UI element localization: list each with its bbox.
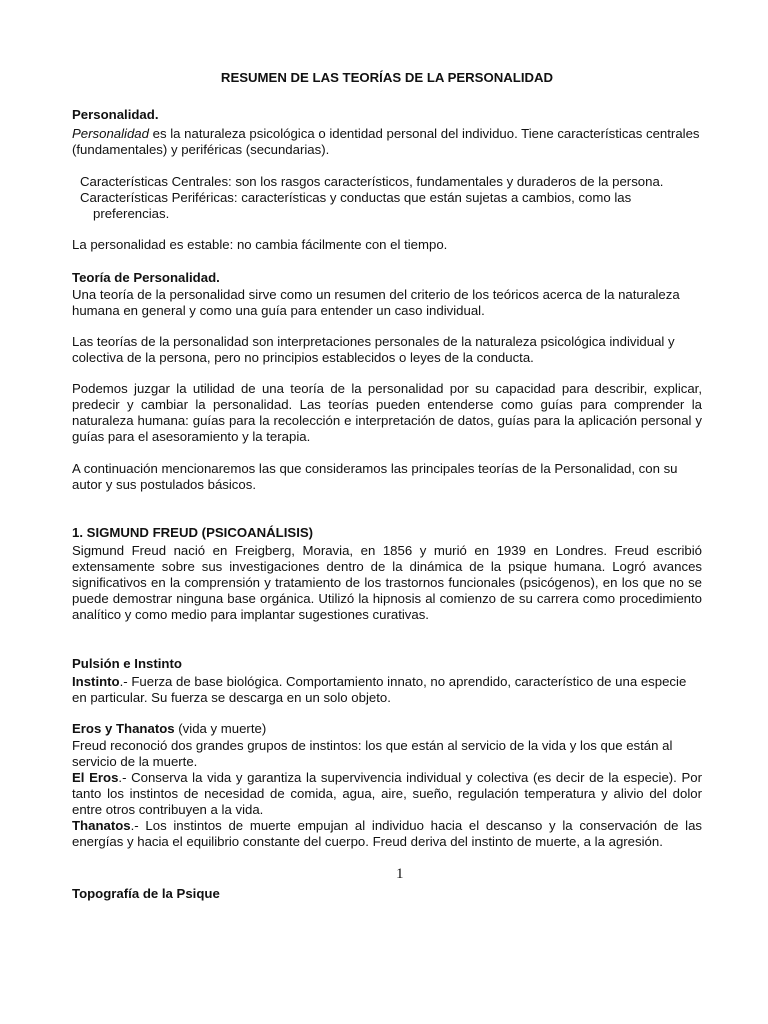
instinto-text: .- Fuerza de base biológica. Comportamiento innato, no aprendido, característico de una especie en particular. Su fuerza se descarga en un solo objeto. bbox=[72, 674, 687, 705]
term-personalidad: Personalidad bbox=[72, 126, 149, 141]
term-eros: El Eros bbox=[72, 770, 119, 785]
caracteristicas-perifericas-cont: preferencias. bbox=[93, 206, 170, 221]
paragraph-teoria-1: Una teoría de la personalidad sirve como un resumen del criterio de los teóricos acerca de la naturaleza humana en general y como una guía para entender un caso individual. bbox=[72, 287, 680, 318]
paragraph-instinto bbox=[72, 674, 702, 706]
page-number: 1 bbox=[396, 866, 404, 882]
term-instinto: Instinto bbox=[72, 674, 120, 689]
heading-eros-thanatos-suffix: (vida y muerte) bbox=[174, 721, 267, 736]
document-title: RESUMEN DE LAS TEORÍAS DE LA PERSONALIDAD bbox=[220, 70, 554, 85]
caracteristicas-perifericas: Características Periféricas: características y conductas que están sujetas a cambios, como las bbox=[80, 190, 632, 205]
paragraph-teoria-3: Podemos juzgar la utilidad de una teoría de la personalidad por su capacidad para describir, explicar, predecir y cambiar la personalidad. Las teorías pueden entenderse como guías para comprender la naturaleza humana: guías para la recolección e interpretación de datos, guías para la aplicación personal y guías para el asesoramiento y la terapia. bbox=[72, 381, 702, 444]
paragraph-personalidad-intro bbox=[72, 126, 702, 158]
paragraph-eros bbox=[72, 770, 702, 818]
paragraph-eros-intro: Freud reconoció dos grandes grupos de instintos: los que están al servicio de la vida y los que están al servicio de la muerte. bbox=[72, 738, 673, 769]
intro-text: es la naturaleza psicológica o identidad personal del individuo. Tiene características centrales (fundamentales) y periféricas (secundarias). bbox=[72, 126, 700, 157]
caracteristicas-centrales: Características Centrales: son los rasgos característicos, fundamentales y duraderos de la persona. bbox=[80, 174, 664, 189]
heading-freud: 1. SIGMUND FREUD (PSICOANÁLISIS) bbox=[72, 525, 314, 540]
term-thanatos: Thanatos bbox=[72, 818, 131, 833]
paragraph-freud: Sigmund Freud nació en Freigberg, Moravia, en 1856 y murió en 1939 en Londres. Freud escribió extensamente sobre sus investigaciones dentro de la dinámica de la psique humana. Logró avances significativos en la comprensión y tratamiento de los trastornos funcionales (psicógenos), en los que no se puede demostrar ninguna base orgánica. Utilizó la hipnosis al comienzo de su carrera como procedimiento analítico y como medio para implantar sugestiones curativas. bbox=[72, 543, 702, 622]
heading-personalidad: Personalidad. bbox=[72, 107, 159, 122]
heading-eros-thanatos-bold: Eros y Thanatos bbox=[72, 721, 175, 736]
heading-eros-thanatos bbox=[72, 721, 702, 737]
thanatos-text: .- Los instintos de muerte empujan al individuo hacia el descanso y la conservación de las energías y hacia el equilibrio constante del cuerpo. Freud deriva del instinto de muerte, a la agresión. bbox=[72, 818, 702, 849]
heading-teoria: Teoría de Personalidad. bbox=[72, 270, 220, 285]
personalidad-estable: La personalidad es estable: no cambia fácilmente con el tiempo. bbox=[72, 237, 448, 252]
paragraph-teoria-2: Las teorías de la personalidad son interpretaciones personales de la naturaleza psicológica individual y colectiva de la persona, pero no principios establecidos o leyes de la conducta. bbox=[72, 334, 675, 365]
paragraph-teoria-4: A continuación mencionaremos las que consideramos las principales teorías de la Personalidad, con su autor y sus postulados básicos. bbox=[72, 461, 678, 492]
paragraph-thanatos bbox=[72, 818, 702, 850]
heading-pulsion: Pulsión e Instinto bbox=[72, 656, 182, 671]
heading-topografia: Topografía de la Psique bbox=[72, 886, 220, 901]
eros-text: .- Conserva la vida y garantiza la supervivencia individual y colectiva (es decir de la especie). Por tanto los instintos de necesidad de comida, agua, aire, sueño, regulación temperatura y alivio del dolor entre otros contribuyen a la vida. bbox=[72, 770, 702, 817]
